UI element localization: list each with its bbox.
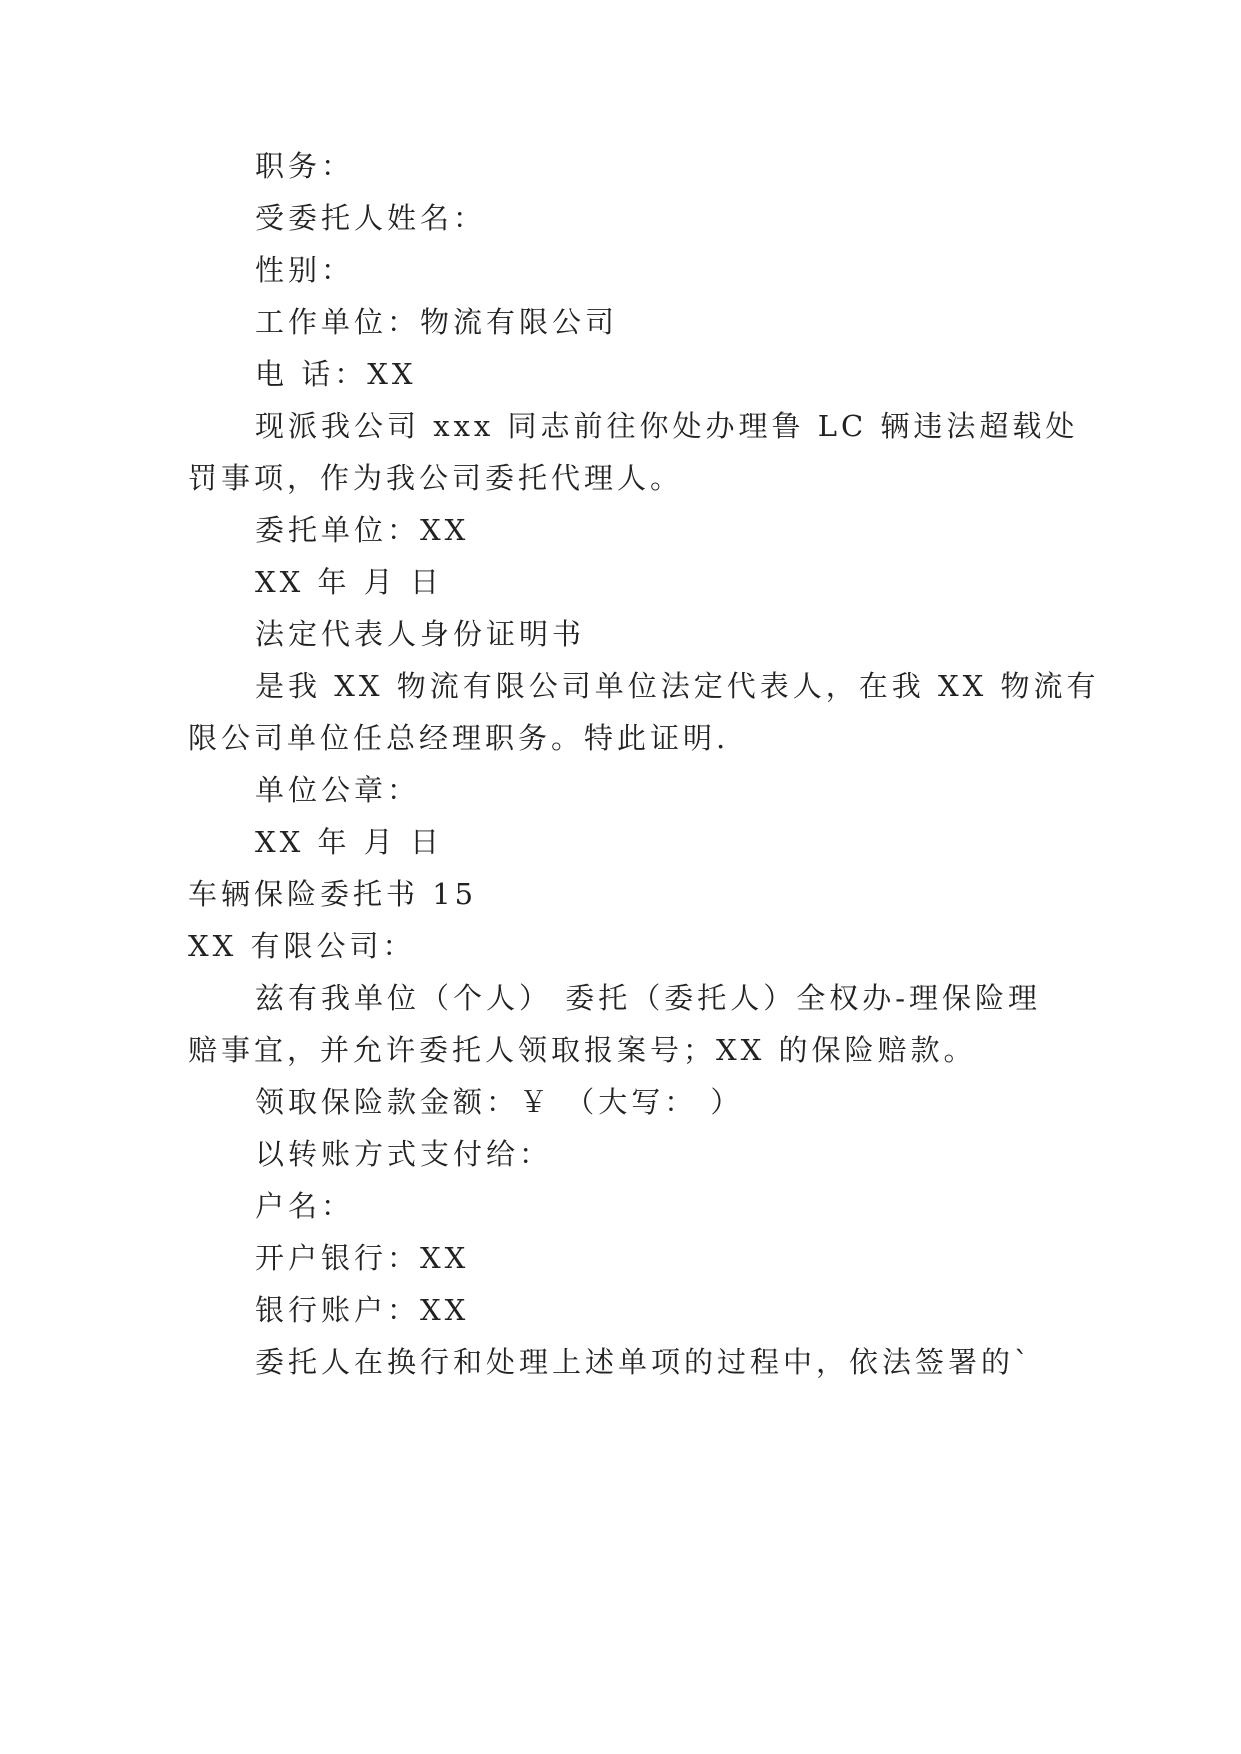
addressee-line: XX 有限公司：	[188, 929, 416, 963]
section-title-legal-rep: 法定代表人身份证明书	[255, 617, 586, 651]
bank-field: 开户银行：XX	[255, 1241, 470, 1275]
bank-account-field: 银行账户：XX	[255, 1293, 470, 1327]
body-paragraph-1-line-1: 现派我公司 xxx 同志前往你处办理鲁 LC 辆违法超载处	[255, 409, 1079, 443]
claim-amount-field: 领取保险款金额：￥ （大写： ）	[255, 1085, 744, 1119]
trustee-name-field: 受委托人姓名：	[255, 201, 487, 235]
official-seal-field: 单位公章：	[255, 773, 421, 807]
date-line-1: XX 年 月 日	[255, 565, 443, 599]
section-title-insurance: 车辆保险委托书 15	[188, 877, 478, 911]
phone-field: 电 话：XX	[255, 357, 417, 391]
work-unit-field: 工作单位：物流有限公司	[255, 305, 619, 339]
body-paragraph-2-line-1: 是我 XX 物流有限公司单位法定代表人，在我 XX 物流有	[255, 669, 1100, 703]
body-paragraph-4-line-1: 委托人在换行和处理上述单项的过程中，依法签署的`	[255, 1345, 1033, 1379]
date-line-2: XX 年 月 日	[255, 825, 443, 859]
body-paragraph-3-line-1: 兹有我单位（个人） 委托（委托人）全权办-理保险理	[255, 981, 1042, 1015]
gender-field: 性别：	[255, 253, 355, 287]
position-field: 职务：	[255, 149, 355, 183]
entrusting-unit-field: 委托单位：XX	[255, 513, 470, 547]
payment-method-line: 以转账方式支付给：	[255, 1137, 553, 1171]
body-paragraph-2-line-2: 限公司单位任总经理职务。特此证明.	[188, 721, 730, 755]
body-paragraph-3-line-2: 赔事宜，并允许委托人领取报案号；XX 的保险赔款。	[188, 1033, 977, 1067]
account-name-field: 户名：	[255, 1189, 355, 1223]
body-paragraph-1-line-2: 罚事项，作为我公司委托代理人。	[188, 461, 684, 495]
